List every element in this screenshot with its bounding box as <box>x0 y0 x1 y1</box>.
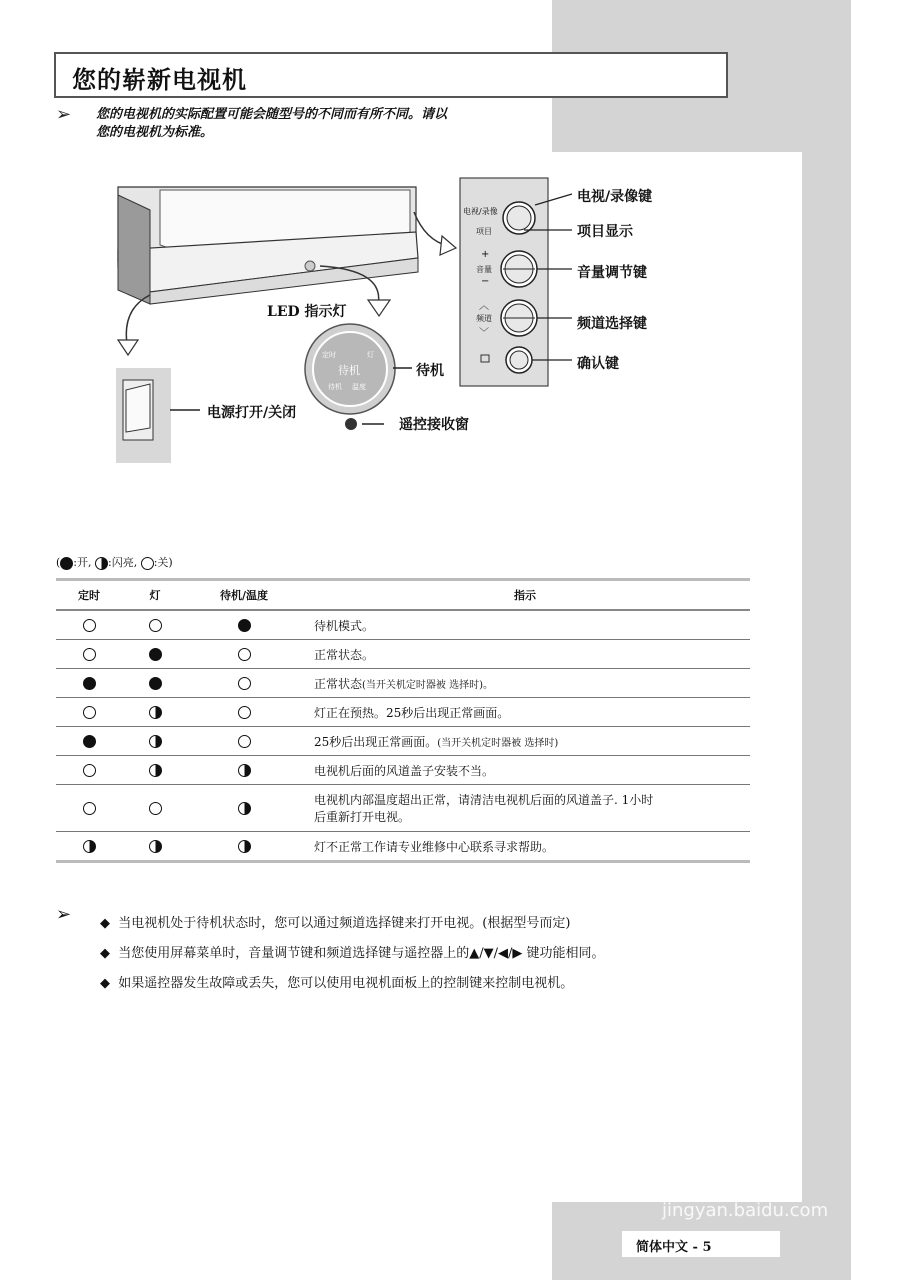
cell-lamp <box>122 727 188 756</box>
page-title: 您的崭新电视机 <box>72 65 247 94</box>
cell-timer <box>56 756 122 785</box>
cell-standby <box>188 610 300 640</box>
remote-sensor-label: 遥控接收窗 <box>399 417 469 433</box>
watermark-url: jingyan.baidu.com <box>662 1200 829 1221</box>
watermark-logo: Bai经验 <box>648 1157 800 1203</box>
cell-lamp <box>122 698 188 727</box>
panel-label-plus: + <box>481 249 490 260</box>
tv-video-button-label: 电视/录像键 <box>577 189 653 205</box>
cell-standby <box>188 727 300 756</box>
diamond-bullet-icon: ◆ <box>100 946 110 961</box>
panel-label-item: 项目 <box>476 227 492 236</box>
cell-timer <box>56 640 122 669</box>
diamond-bullet-icon: ◆ <box>100 976 110 991</box>
cell-timer <box>56 610 122 640</box>
note-arrow-icon: ➢ <box>56 104 72 125</box>
blink-symbol-icon <box>238 802 251 815</box>
table-row <box>56 727 750 756</box>
off-symbol-icon <box>238 677 251 690</box>
power-label: 电源打开/关闭 <box>207 405 297 421</box>
note-line-1: 您的电视机的实际配置可能会随型号的不同而有所不同。请以 <box>96 107 448 122</box>
on-symbol-icon <box>60 557 73 570</box>
legend: ( :开, :闪亮, :关) <box>56 556 173 569</box>
col-header-timer: 定时 <box>56 580 122 611</box>
led-ring-timer: 定时 <box>322 351 336 359</box>
item-display-label: 项目显示 <box>577 224 633 240</box>
blink-symbol-icon <box>149 706 162 719</box>
power-switch <box>116 368 200 463</box>
table-row <box>56 698 750 727</box>
blink-symbol-icon <box>238 764 251 777</box>
cell-indication: 电视机内部温度超出正常，请清洁电视机后面的风道盖子. 1小时 后重新打开电视。 <box>300 785 750 832</box>
volume-button-label: 音量调节键 <box>577 265 647 281</box>
off-symbol-icon <box>83 802 96 815</box>
led-ring-standby: 待机 <box>338 364 360 377</box>
tv-diagram <box>0 0 911 480</box>
tip-item: ◆ 如果遥控器发生故障或丢失，您可以使用电视机面板上的控制键来控制电视机。 <box>100 976 574 991</box>
col-header-lamp: 灯 <box>122 580 188 611</box>
off-symbol-icon <box>238 648 251 661</box>
on-symbol-icon <box>149 677 162 690</box>
remote-sensor-dot <box>345 418 357 430</box>
cell-timer <box>56 669 122 698</box>
led-label: LED 指示灯 <box>267 304 347 320</box>
tip-item: ◆ 当您使用屏幕菜单时，音量调节键和频道选择键与遥控器上的▲/▼/◀/▶ 键功能相同。 <box>100 946 605 961</box>
on-symbol-icon <box>149 648 162 661</box>
on-symbol-icon <box>83 735 96 748</box>
led-ring-temp: 温度 <box>352 383 366 391</box>
blink-symbol-icon <box>149 840 162 853</box>
diamond-bullet-icon: ◆ <box>100 916 110 931</box>
panel-label-down: ﹀ <box>479 328 489 339</box>
cell-standby <box>188 669 300 698</box>
blink-symbol-icon <box>149 735 162 748</box>
cell-standby <box>188 785 300 832</box>
cell-lamp <box>122 669 188 698</box>
table-row <box>56 832 750 862</box>
indicator-table <box>56 578 750 863</box>
cell-indication: 电视机后面的风道盖子安装不当。 <box>300 756 750 785</box>
table-row <box>56 669 750 698</box>
col-header-indication: 指示 <box>300 580 750 611</box>
cell-timer <box>56 785 122 832</box>
panel-label-channel: 频道 <box>476 314 492 323</box>
cell-lamp <box>122 610 188 640</box>
panel-label-minus: − <box>481 276 490 287</box>
page-number: 简体中文 - 5 <box>636 1240 712 1255</box>
table-row <box>56 785 750 832</box>
table-row <box>56 610 750 640</box>
cell-standby <box>188 640 300 669</box>
cell-timer <box>56 698 122 727</box>
cell-lamp <box>122 785 188 832</box>
off-symbol-icon <box>83 706 96 719</box>
panel-label-tvvideo: 电视/录像 <box>463 207 498 216</box>
led-ring-lamp: 灯 <box>367 351 374 359</box>
cell-indication: 25秒后出现正常画面。(当开关机定时器被 选择时) <box>300 727 750 756</box>
off-symbol-icon <box>149 619 162 632</box>
cell-lamp <box>122 832 188 862</box>
cell-lamp <box>122 756 188 785</box>
note-line-2: 您的电视机为标准。 <box>96 125 214 140</box>
table-row <box>56 756 750 785</box>
blink-symbol-icon <box>95 557 108 570</box>
off-symbol-icon <box>83 764 96 777</box>
panel-label-up: ︿ <box>479 301 489 312</box>
panel-label-volume: 音量 <box>476 265 492 274</box>
cell-timer <box>56 832 122 862</box>
blink-symbol-icon <box>238 840 251 853</box>
off-symbol-icon <box>141 557 154 570</box>
cell-standby <box>188 698 300 727</box>
off-symbol-icon <box>149 802 162 815</box>
cell-standby <box>188 756 300 785</box>
tip-item: ◆ 当电视机处于待机状态时，您可以通过频道选择键来打开电视。(根据型号而定) <box>100 916 571 931</box>
cell-standby <box>188 832 300 862</box>
col-header-standby: 待机/温度 <box>188 580 300 611</box>
tv-illustration <box>118 187 418 304</box>
blink-symbol-icon <box>149 764 162 777</box>
led-ring-standby-small: 待机 <box>328 383 342 391</box>
blink-symbol-icon <box>83 840 96 853</box>
tips-arrow-icon: ➢ <box>56 904 72 925</box>
cell-indication: 待机模式。 <box>300 610 750 640</box>
standby-label: 待机 <box>416 363 444 379</box>
channel-button-label: 频道选择键 <box>577 316 647 332</box>
cell-lamp <box>122 640 188 669</box>
off-symbol-icon <box>83 619 96 632</box>
cell-indication: 灯不正常工作请专业维修中心联系寻求帮助。 <box>300 832 750 862</box>
on-symbol-icon <box>83 677 96 690</box>
enter-button-label: 确认键 <box>577 356 619 372</box>
cell-timer <box>56 727 122 756</box>
cell-indication: 正常状态。 <box>300 640 750 669</box>
on-symbol-icon <box>238 619 251 632</box>
off-symbol-icon <box>83 648 96 661</box>
cell-indication: 灯正在预热。25秒后出现正常画面。 <box>300 698 750 727</box>
off-symbol-icon <box>238 706 251 719</box>
off-symbol-icon <box>238 735 251 748</box>
cell-indication: 正常状态(当开关机定时器被 选择时)。 <box>300 669 750 698</box>
table-row <box>56 640 750 669</box>
